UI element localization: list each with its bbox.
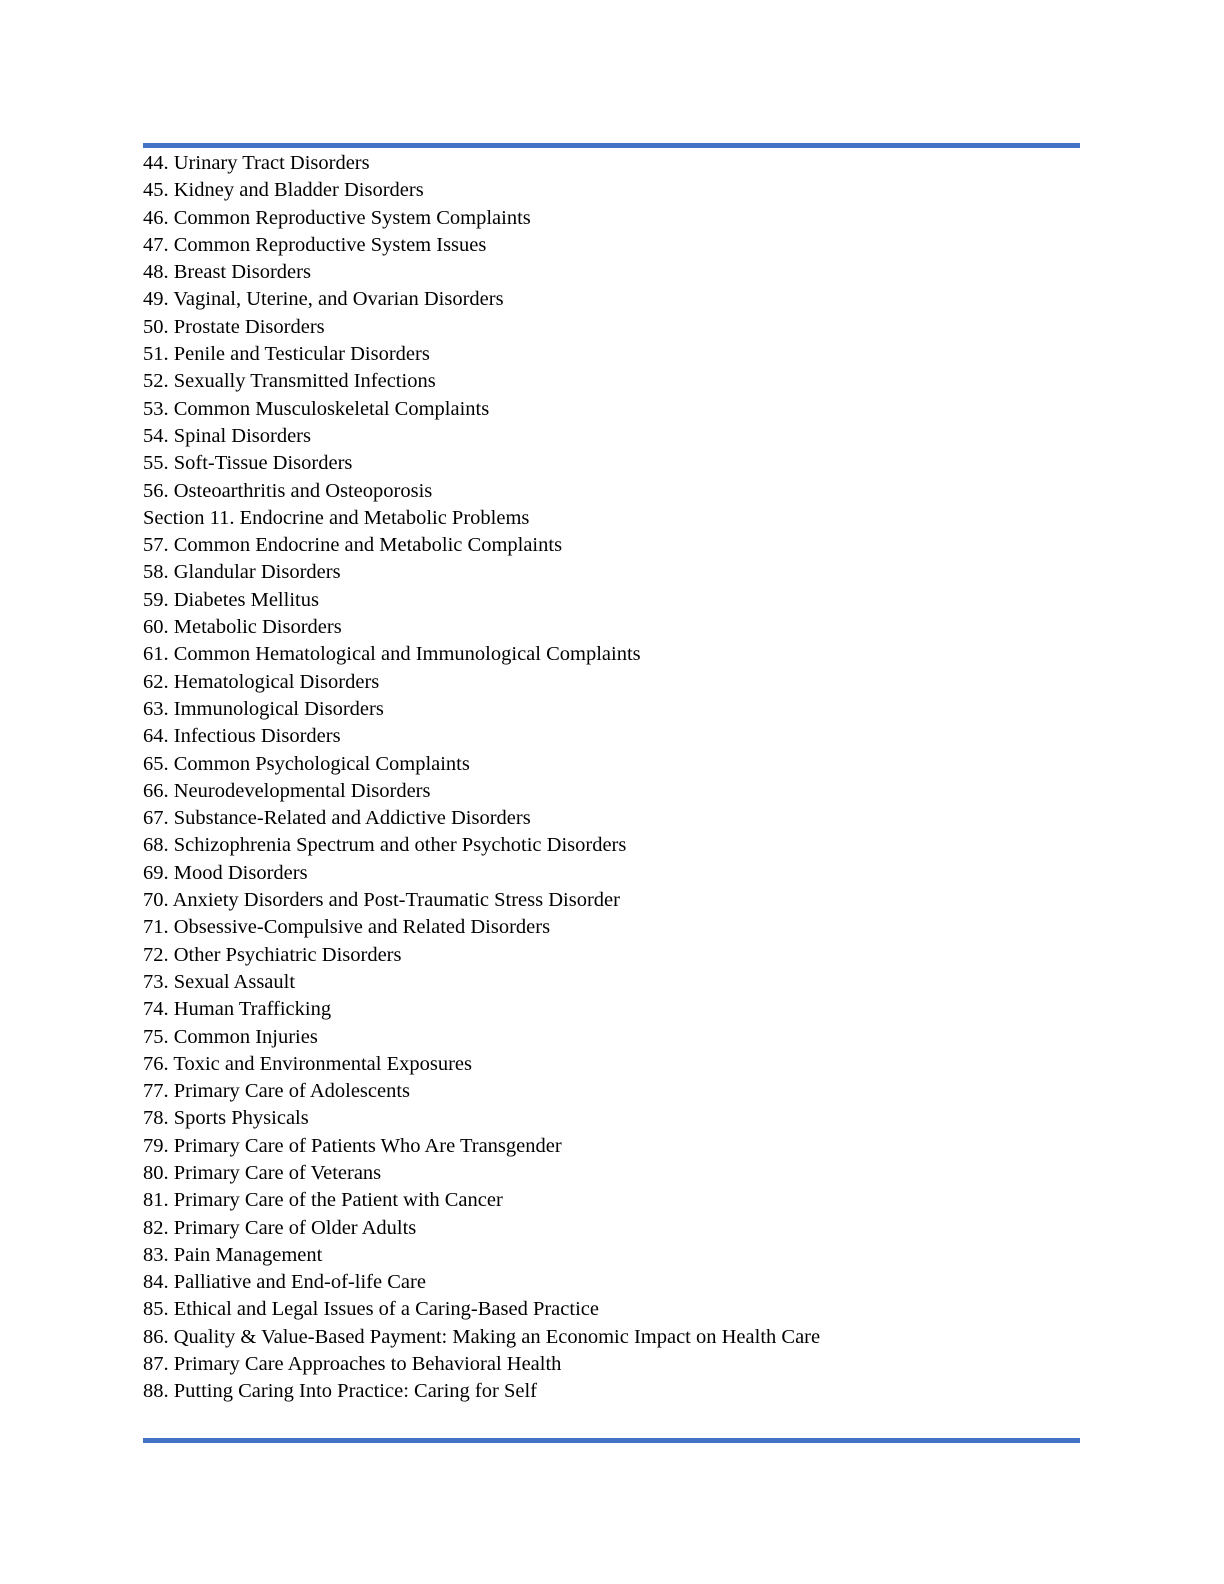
toc-entry: 54. Spinal Disorders [143,424,311,447]
toc-entry: 77. Primary Care of Adolescents [143,1080,411,1103]
toc-entry: 83. Pain Management [143,1243,323,1266]
toc-entry: 52. Sexually Transmitted Infections [143,370,436,393]
toc-entry: 64. Infectious Disorders [143,725,341,748]
toc-entry: 57. Common Endocrine and Metabolic Complaints [143,534,563,557]
toc-entry: 80. Primary Care of Veterans [143,1161,382,1184]
toc-entry: 88. Putting Caring Into Practice: Caring for Self [143,1380,537,1403]
toc-entry: 59. Diabetes Mellitus [143,588,319,611]
toc-entry: 76. Toxic and Environmental Exposures [143,1052,472,1075]
toc-entry: 72. Other Psychiatric Disorders [143,943,402,966]
toc-entry: 48. Breast Disorders [143,261,311,284]
toc-entry: 45. Kidney and Bladder Disorders [143,179,424,202]
bottom-horizontal-rule [143,1438,1080,1443]
toc-entry: 62. Hematological Disorders [143,670,380,693]
toc-entry: 85. Ethical and Legal Issues of a Caring-Based Practice [143,1298,599,1321]
toc-entry: 63. Immunological Disorders [143,697,384,720]
toc-entry: 68. Schizophrenia Spectrum and other Psychotic Disorders [143,834,627,857]
toc-entry: 49. Vaginal, Uterine, and Ovarian Disorders [143,288,504,311]
toc-entry: 51. Penile and Testicular Disorders [143,343,430,366]
toc-entry: 44. Urinary Tract Disorders [143,152,370,174]
top-horizontal-rule [143,143,1080,148]
toc-entry: 56. Osteoarthritis and Osteoporosis [143,479,433,502]
toc-entry: 86. Quality & Value-Based Payment: Making an Economic Impact on Health Care [143,1325,821,1348]
section-heading: Section 11. Endocrine and Metabolic Problems [143,506,530,529]
toc-entry: 55. Soft-Tissue Disorders [143,452,353,475]
toc-entry: 71. Obsessive-Compulsive and Related Disorders [143,916,551,939]
toc-entry: 65. Common Psychological Complaints [143,752,470,775]
toc-entry: 73. Sexual Assault [143,970,296,993]
page-content [143,143,1080,1406]
toc-list [143,150,1080,1406]
toc-entry: 79. Primary Care of Patients Who Are Transgender [143,1134,562,1157]
toc-entry: 61. Common Hematological and Immunological Complaints [143,643,641,666]
toc-entry: 53. Common Musculoskeletal Complaints [143,397,490,420]
toc-entry: 58. Glandular Disorders [143,561,341,584]
toc-entry: 81. Primary Care of the Patient with Cancer [143,1189,503,1212]
toc-entry: 50. Prostate Disorders [143,315,325,338]
toc-entry: 67. Substance-Related and Addictive Disorders [143,807,531,830]
toc-entry: 47. Common Reproductive System Issues [143,233,487,256]
toc-entry: 75. Common Injuries [143,1025,318,1048]
toc-entry: 69. Mood Disorders [143,861,308,884]
toc-entry: 87. Primary Care Approaches to Behavioral Health [143,1353,562,1376]
toc-entry: 66. Neurodevelopmental Disorders [143,779,431,802]
toc-entry: 70. Anxiety Disorders and Post-Traumatic Stress Disorder [143,889,620,912]
toc-entry: 78. Sports Physicals [143,1107,309,1130]
toc-entry: 82. Primary Care of Older Adults [143,1216,417,1239]
toc-entry: 46. Common Reproductive System Complaints [143,206,531,229]
toc-entry: 60. Metabolic Disorders [143,616,342,639]
toc-entry: 84. Palliative and End-of-life Care [143,1271,426,1294]
toc-entry: 74. Human Trafficking [143,998,332,1021]
